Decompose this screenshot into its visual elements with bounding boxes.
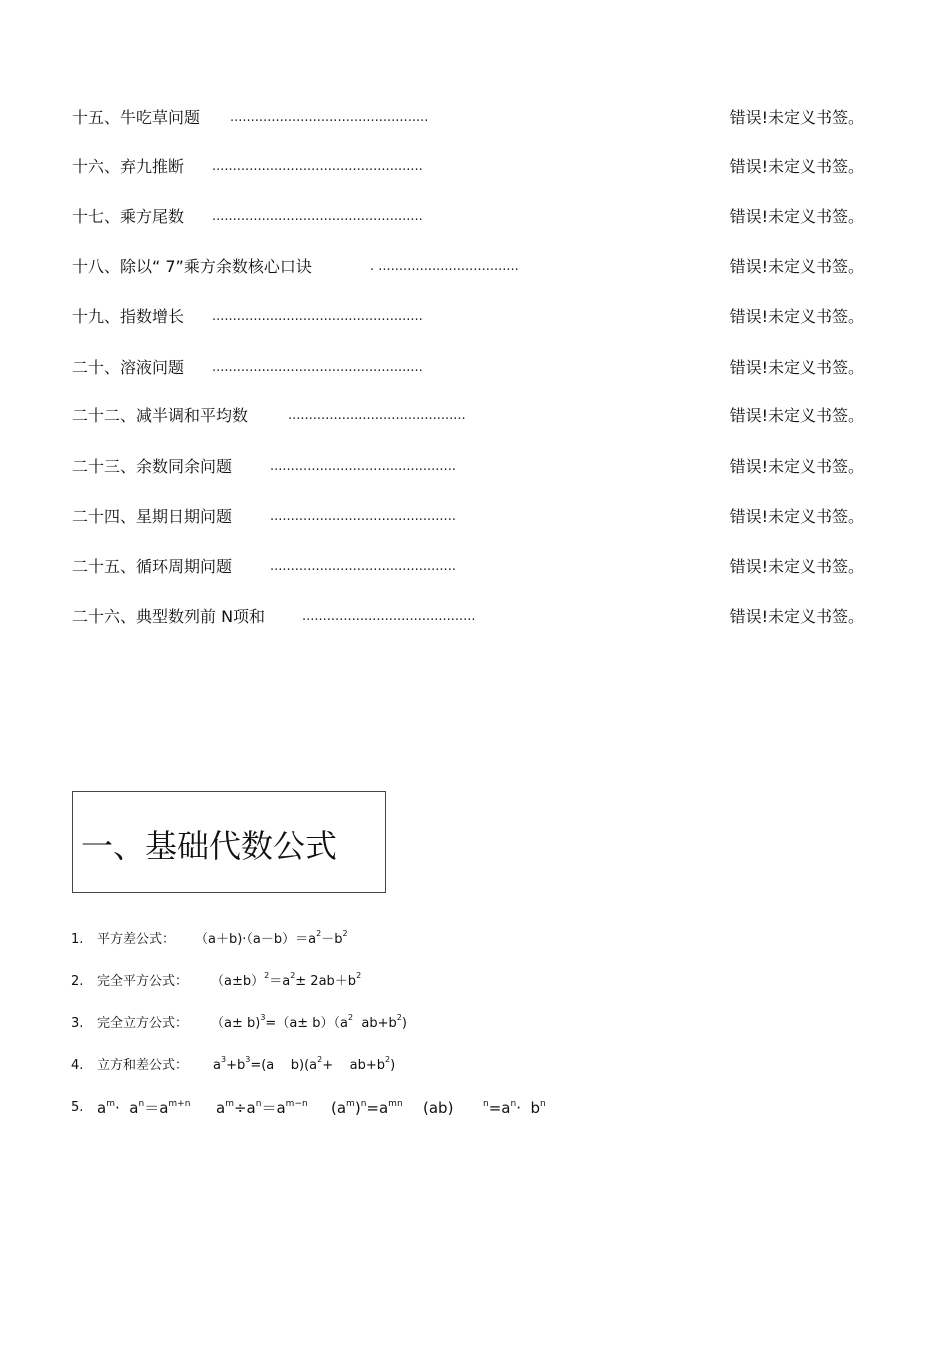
- formula-label: 完全平方公式：: [97, 974, 189, 989]
- toc-leader-dots: ...................................................: [212, 360, 423, 375]
- toc-leader-dots: . ..................................: [370, 259, 519, 274]
- formula-product-rule: $a^m\cdot a^n=a^{m+n}$: [97, 1099, 191, 1117]
- formula-label: 平方差公式：: [97, 932, 176, 947]
- toc-page-ref: 错误!未定义书签。: [729, 207, 864, 226]
- toc-leader-dots: ..........................................: [302, 609, 476, 624]
- toc-title: 二十三、余数同余问题: [72, 457, 233, 476]
- toc-row[interactable]: [72, 205, 864, 229]
- formula-expression: $(a\pm b)^3=(a\pm b)(a^2$ $ab+b^2$): [211, 1013, 407, 1031]
- toc-page-ref: 错误!未定义书签。: [729, 157, 864, 176]
- toc-row[interactable]: [72, 505, 864, 529]
- toc-row[interactable]: [72, 455, 864, 479]
- toc-row[interactable]: [72, 305, 864, 329]
- formula-product-power-rule: (ab): [423, 1099, 454, 1117]
- formula-number: 2.: [71, 974, 84, 989]
- toc-title: 十七、乘方尾数: [72, 207, 185, 226]
- formula-perfect-cube: [71, 1014, 571, 1034]
- toc-title: 二十四、星期日期问题: [72, 507, 233, 526]
- toc-title: 二十、溶液问题: [72, 358, 185, 377]
- formula-difference-of-squares: [71, 930, 571, 950]
- toc-row[interactable]: [72, 106, 864, 130]
- toc-title: 十九、指数增长: [72, 307, 185, 326]
- toc-title: 二十二、减半调和平均数: [72, 406, 249, 425]
- toc-page-ref: 错误!未定义书签。: [729, 307, 864, 326]
- toc-leader-dots: ................................................: [230, 110, 429, 125]
- toc-title: 二十六、典型数列前 N项和: [72, 607, 266, 626]
- toc-leader-dots: .............................................: [270, 509, 456, 524]
- toc-page-ref: 错误!未定义书签。: [729, 358, 864, 377]
- formula-sum-difference-of-cubes: [71, 1056, 571, 1076]
- formula-label: 立方和差公式：: [97, 1058, 189, 1073]
- toc-row[interactable]: [72, 555, 864, 579]
- toc-row[interactable]: [72, 356, 864, 380]
- toc-title: 十六、弃九推断: [72, 157, 185, 176]
- toc-title: 十八、除以“ 7”乘方余数核心口诀: [72, 257, 312, 276]
- toc-page-ref: 错误!未定义书签。: [729, 607, 864, 626]
- toc-page-ref: 错误!未定义书签。: [729, 406, 864, 425]
- formula-perfect-square: [71, 972, 571, 992]
- toc-page-ref: 错误!未定义书签。: [729, 257, 864, 276]
- toc-page-ref: 错误!未定义书签。: [729, 457, 864, 476]
- formula-quotient-rule: $a^m\div a^n=a^{m-n}$: [216, 1099, 308, 1117]
- formula-expression: $(a+b)\cdot(a-b)=a^2-b^2$: [195, 929, 348, 947]
- formula-number: 4.: [71, 1058, 84, 1073]
- toc-title: 十五、牛吃草问题: [72, 108, 201, 127]
- formula-number: 5.: [71, 1100, 84, 1115]
- toc-leader-dots: .............................................: [270, 559, 456, 574]
- toc-leader-dots: .............................................: [270, 459, 456, 474]
- toc-row[interactable]: [72, 255, 864, 279]
- section-heading-box: [72, 791, 386, 893]
- section-title: 一、基础代数公式: [81, 827, 338, 865]
- formula-label: 完全立方公式：: [97, 1016, 189, 1031]
- toc-title: 二十五、循环周期问题: [72, 557, 233, 576]
- formula-product-power-result: $^n=a^n\cdot b^n$: [483, 1099, 546, 1117]
- formula-exponent-rules: [71, 1098, 631, 1120]
- toc-row[interactable]: [72, 155, 864, 179]
- formula-expression: $a^3+b^3=(a$ $b)(a^2+$ $ab+b^2$): [213, 1055, 396, 1073]
- formula-number: 3.: [71, 1016, 84, 1031]
- toc-leader-dots: ...................................................: [212, 159, 423, 174]
- toc-row[interactable]: [72, 605, 864, 629]
- toc-page-ref: 错误!未定义书签。: [729, 507, 864, 526]
- toc-page-ref: 错误!未定义书签。: [729, 557, 864, 576]
- formula-expression: $(a\pm b)^2=a^2\pm 2ab+b^2$: [211, 971, 362, 989]
- toc-leader-dots: ...........................................: [288, 408, 466, 423]
- toc-leader-dots: ...................................................: [212, 209, 423, 224]
- toc-row[interactable]: [72, 404, 864, 428]
- toc-leader-dots: ...................................................: [212, 309, 423, 324]
- toc-page-ref: 错误!未定义书签。: [729, 108, 864, 127]
- formula-number: 1.: [71, 932, 84, 947]
- formula-power-rule: $(a^m)^n=a^{mn}$: [331, 1099, 403, 1117]
